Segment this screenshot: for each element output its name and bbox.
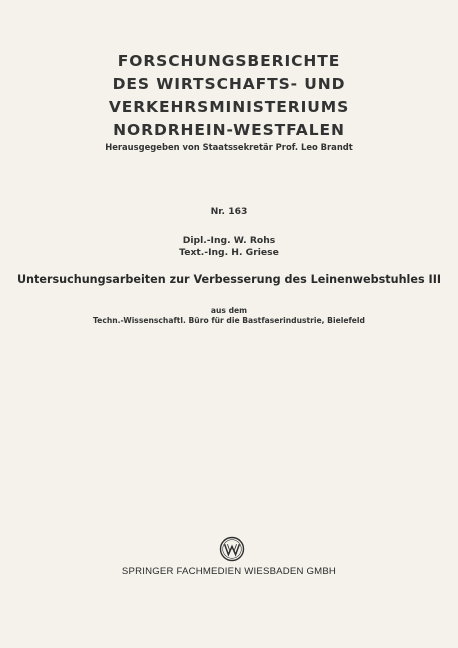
author-2: Text.-Ing. H. Griese (179, 247, 279, 258)
author-1: Dipl.-Ing. W. Rohs (182, 235, 276, 246)
volume-number: Nr. 163 (210, 206, 248, 217)
series-title (0, 50, 458, 142)
institute-name: Techn.-Wissenschaftl. Büro für die Bastfaserindustrie, Bielefeld (93, 316, 365, 325)
series-line-2: DES WIRTSCHAFTS- UND VERKEHRSMINISTERIUMS (108, 75, 350, 116)
from-label: aus dem (210, 306, 248, 315)
authors (0, 235, 458, 259)
series-line-1: FORSCHUNGSBERICHTE (117, 52, 341, 70)
publisher-name: SPRINGER FACHMEDIEN WIESBADEN GMBH (121, 566, 337, 577)
series-line-3: NORDRHEIN-WESTFALEN (113, 121, 345, 139)
editor-line: Herausgegeben von Staatssekretär Prof. Leo Brandt (105, 142, 353, 152)
publisher-logo-icon (219, 536, 245, 562)
book-title: Untersuchungsarbeiten zur Verbesserung des Leinenwebstuhles III (16, 273, 442, 286)
